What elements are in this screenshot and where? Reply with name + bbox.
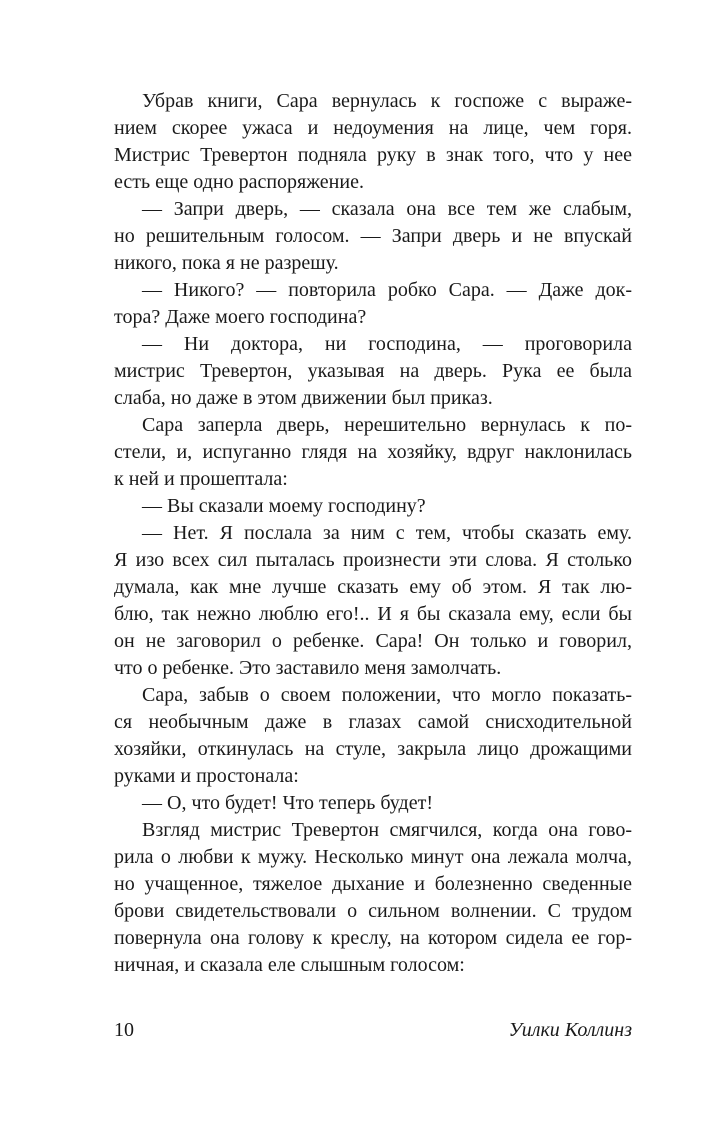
text-line: Я изо всех сил пыталась произнести эти слова. Я столько (114, 549, 632, 571)
text-line: слаба, но даже в этом движении был приказ. (114, 387, 493, 409)
text-line: рила о любви к мужу. Несколько минут она лежала молча, (114, 846, 632, 868)
text-line: — Запри дверь, — сказала она все тем же слабым, (142, 198, 632, 220)
text-line: повернула она голову к креслу, на котором сидела ее гор- (114, 927, 632, 949)
text-line: Взгляд мистрис Тревертон смягчился, когда она гово- (142, 819, 632, 841)
text-line: к ней и прошептала: (114, 468, 288, 490)
text-line: — Никого? — повторила робко Сара. — Даже док- (142, 279, 632, 301)
text-line: тора? Даже моего господина? (114, 306, 367, 328)
text-line: но учащенное, тяжелое дыхание и болезненно сведенные (114, 873, 632, 895)
text-line: — Нет. Я послала за ним с тем, чтобы сказать ему. (142, 522, 632, 544)
running-author: Уилки Коллинз (508, 1019, 632, 1041)
text-line: он не заговорил о ребенке. Сара! Он только и говорил, (114, 630, 632, 652)
text-line: брови свидетельствовали о сильном волнении. С трудом (114, 900, 632, 922)
page-number: 10 (114, 1019, 134, 1041)
text-line: ся необычным даже в глазах самой снисходительной (114, 711, 632, 733)
text-line: стели, и, испуганно глядя на хозяйку, вдруг наклонилась (114, 441, 632, 463)
text-line: мистрис Тревертон, указывая на дверь. Рука ее была (114, 360, 632, 382)
text-line: — Ни доктора, ни господина, — проговорила (142, 333, 632, 355)
text-line: есть еще одно распоряжение. (114, 171, 364, 193)
text-line: Убрав книги, Сара вернулась к госпоже с выраже- (142, 90, 632, 112)
text-line: — Вы сказали моему господину? (142, 495, 426, 517)
text-line: никого, пока я не разрешу. (114, 252, 339, 274)
text-line: Мистрис Тревертон подняла руку в знак того, что у нее (114, 144, 632, 166)
text-line: ничная, и сказала еле слышным голосом: (114, 954, 465, 976)
text-line: но решительным голосом. — Запри дверь и не впускай (114, 225, 632, 247)
text-line: что о ребенке. Это заставило меня замолчать. (114, 657, 502, 679)
text-line: нием скорее ужаса и недоумения на лице, чем горя. (114, 117, 632, 139)
text-line: думала, как мне лучше сказать ему об этом. Я так лю- (114, 576, 632, 598)
text-line: Сара, забыв о своем положении, что могло показать- (142, 684, 632, 706)
text-line: хозяйки, откинулась на стуле, закрыла лицо дрожащими (114, 738, 632, 760)
text-line: блю, так нежно люблю его!.. И я бы сказала ему, если бы (114, 603, 632, 625)
text-line: — О, что будет! Что теперь будет! (142, 792, 433, 814)
text-line: руками и простонала: (114, 765, 299, 787)
page-footer (114, 1016, 632, 1044)
page-body (114, 88, 632, 979)
text-line: Сара заперла дверь, нерешительно вернулась к по- (142, 414, 632, 436)
